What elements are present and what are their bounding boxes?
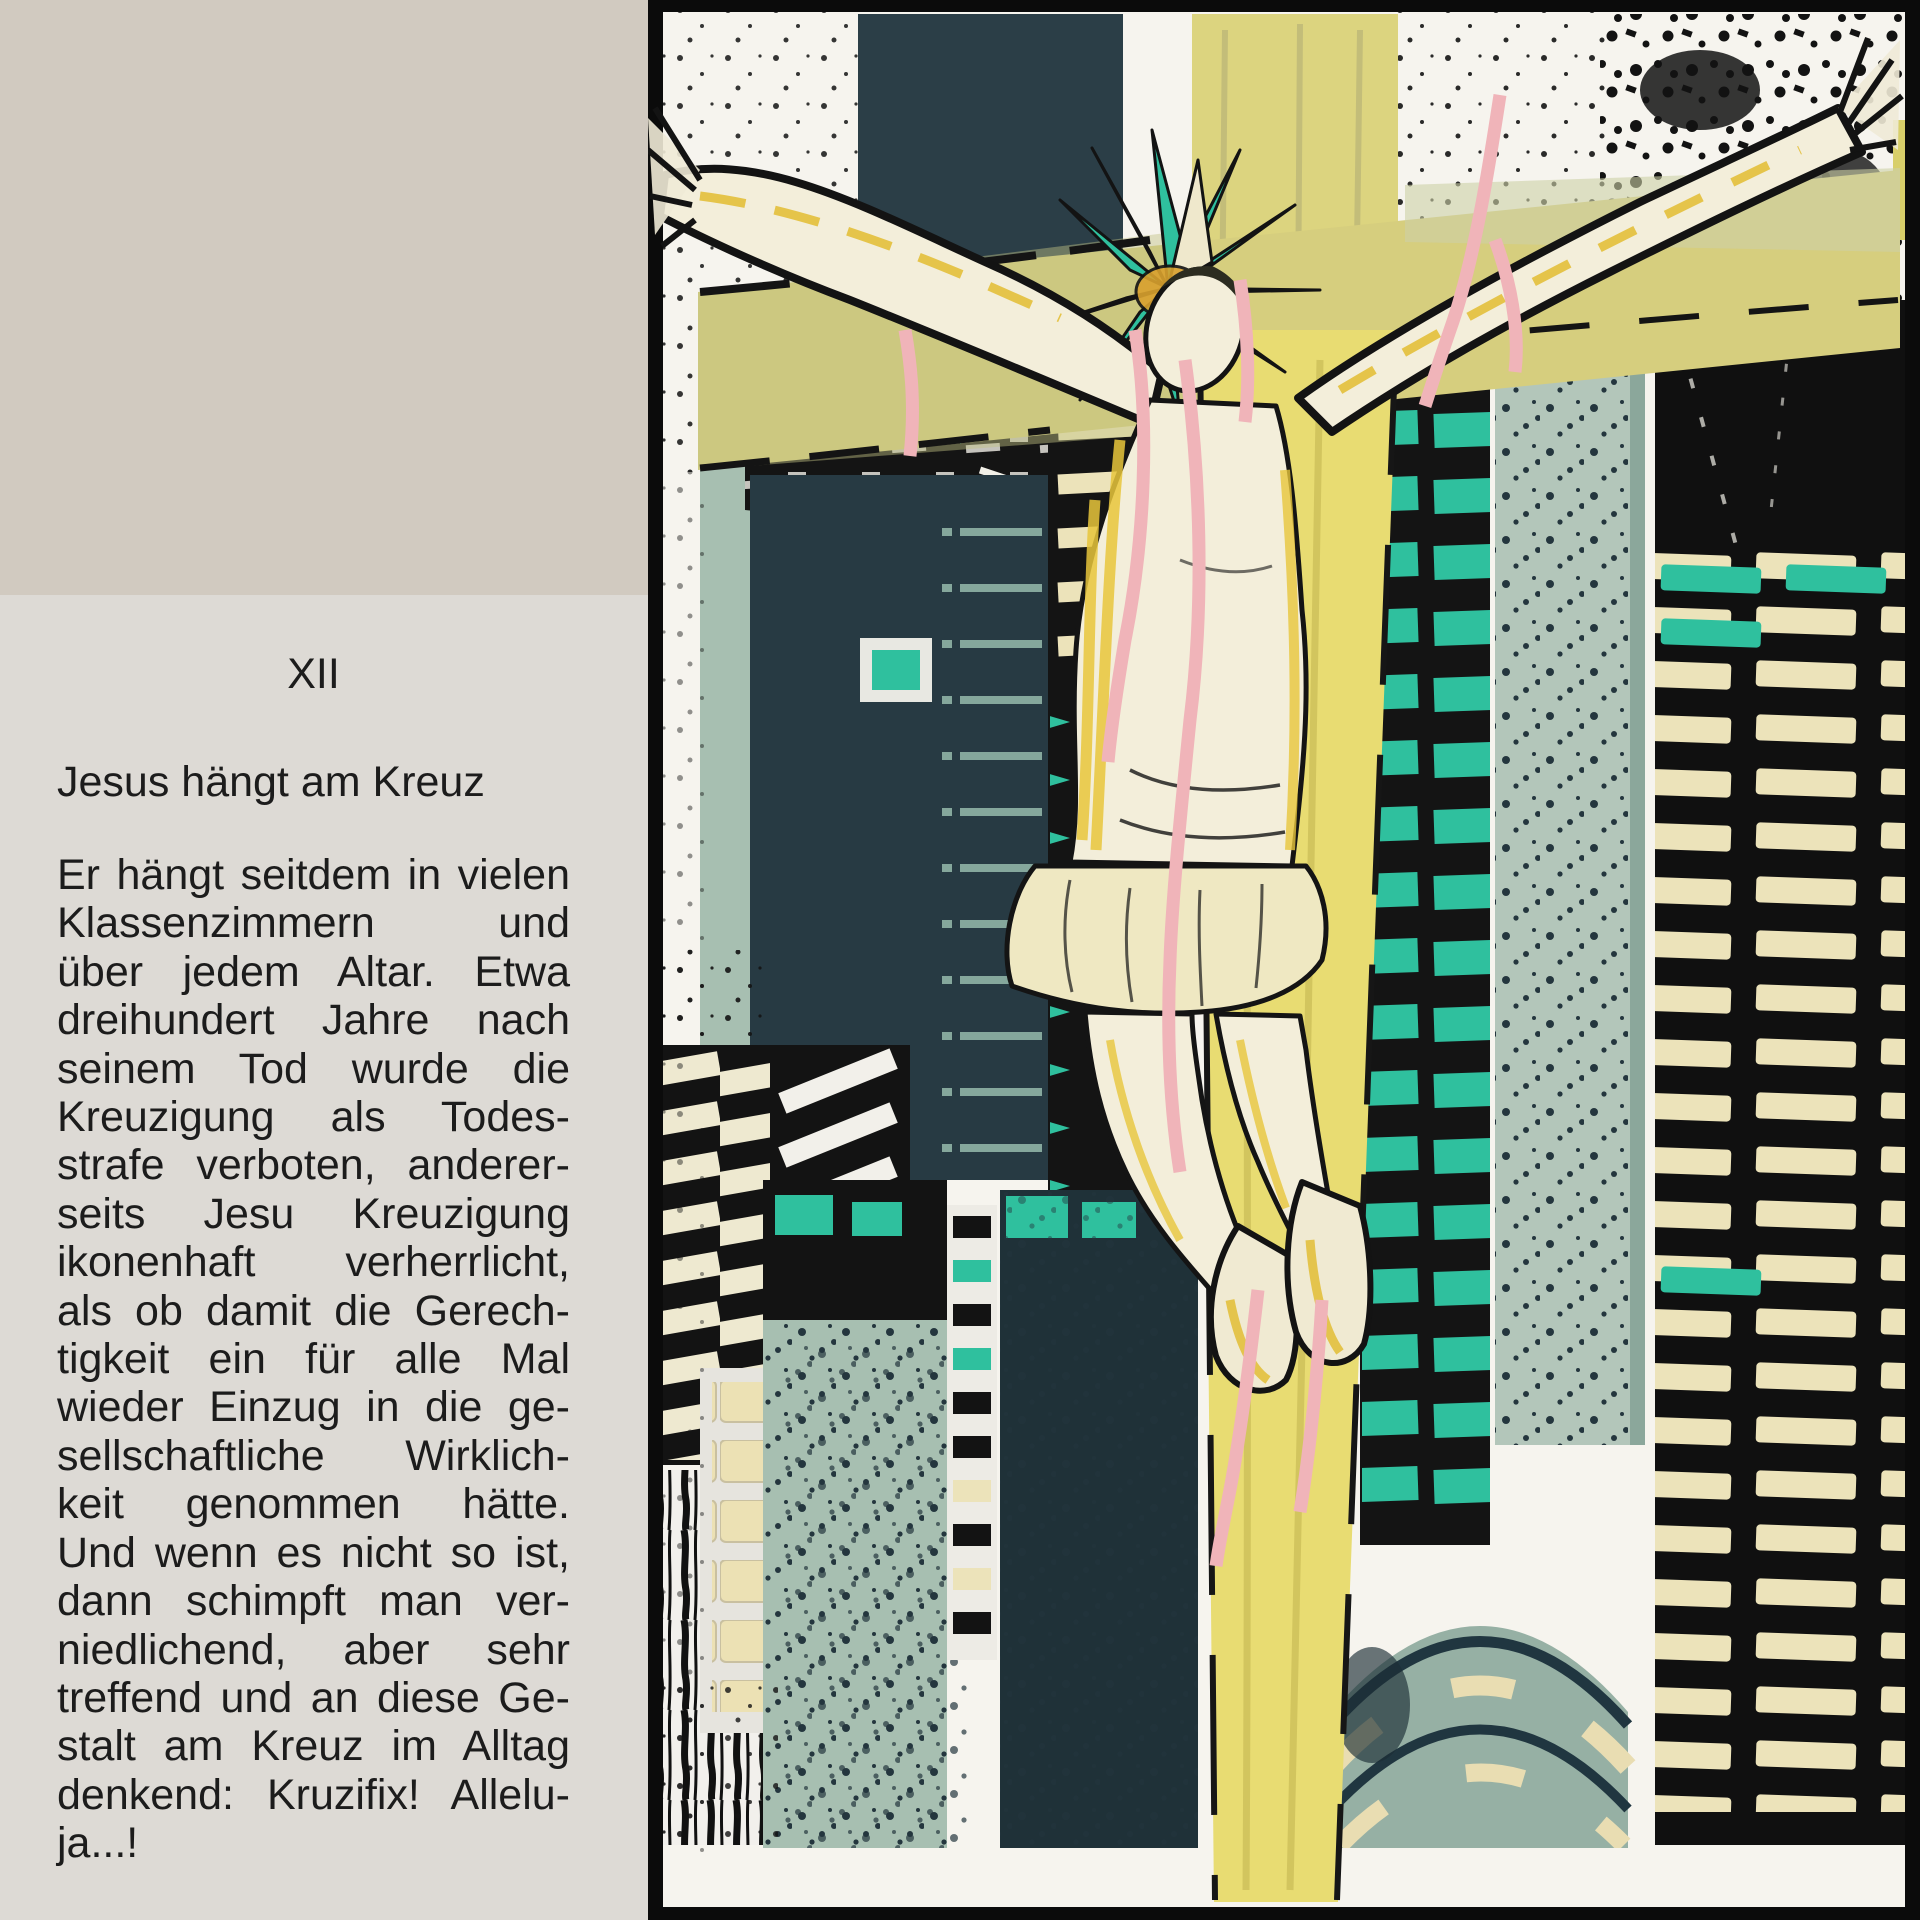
paragraph-line: seits Jesu Kreuzigung [57, 1189, 570, 1238]
station-heading: Jesus hängt am Kreuz [57, 758, 485, 806]
paragraph-line: dreihundert Jahre nach [57, 996, 570, 1045]
station-paragraph [57, 851, 570, 1868]
paragraph-line: keit genommen hätte. [57, 1480, 570, 1529]
paragraph-line: über jedem Altar. Etwa [57, 947, 570, 996]
paragraph-line: Klassenzimmern und [57, 899, 570, 948]
paragraph-line: strafe verboten, anderer- [57, 1141, 570, 1190]
paragraph-line: Er hängt seitdem in vielen [57, 851, 570, 899]
paragraph-line: seinem Tod wurde die [57, 1044, 570, 1093]
paragraph-line: Und wenn es nicht so ist, [57, 1528, 570, 1577]
paragraph-line: als ob damit die Gerech- [57, 1286, 570, 1335]
station-number: XII [287, 650, 340, 698]
paragraph-line: wieder Einzug in die ge- [57, 1383, 570, 1432]
paragraph-line: denkend: Kruzifix! Allelu- [57, 1770, 570, 1819]
paragraph-line: treffend und an diese Ge- [57, 1673, 570, 1722]
paragraph-line: dann schimpft man ver- [57, 1577, 570, 1626]
page-top-beige-block [0, 0, 648, 595]
paragraph-line: ja...! [57, 1819, 139, 1868]
paragraph-line: tigkeit ein für alle Mal [57, 1335, 570, 1384]
paragraph-line: Kreuzigung als Todes- [57, 1093, 570, 1142]
paragraph-line: stalt am Kreuz im Alltag [57, 1722, 570, 1771]
paragraph-line: sellschaftliche Wirklich- [57, 1431, 570, 1480]
paragraph-line: ikonenhaft verherrlicht, [57, 1238, 570, 1287]
paragraph-line: niedlichend, aber sehr [57, 1625, 570, 1674]
